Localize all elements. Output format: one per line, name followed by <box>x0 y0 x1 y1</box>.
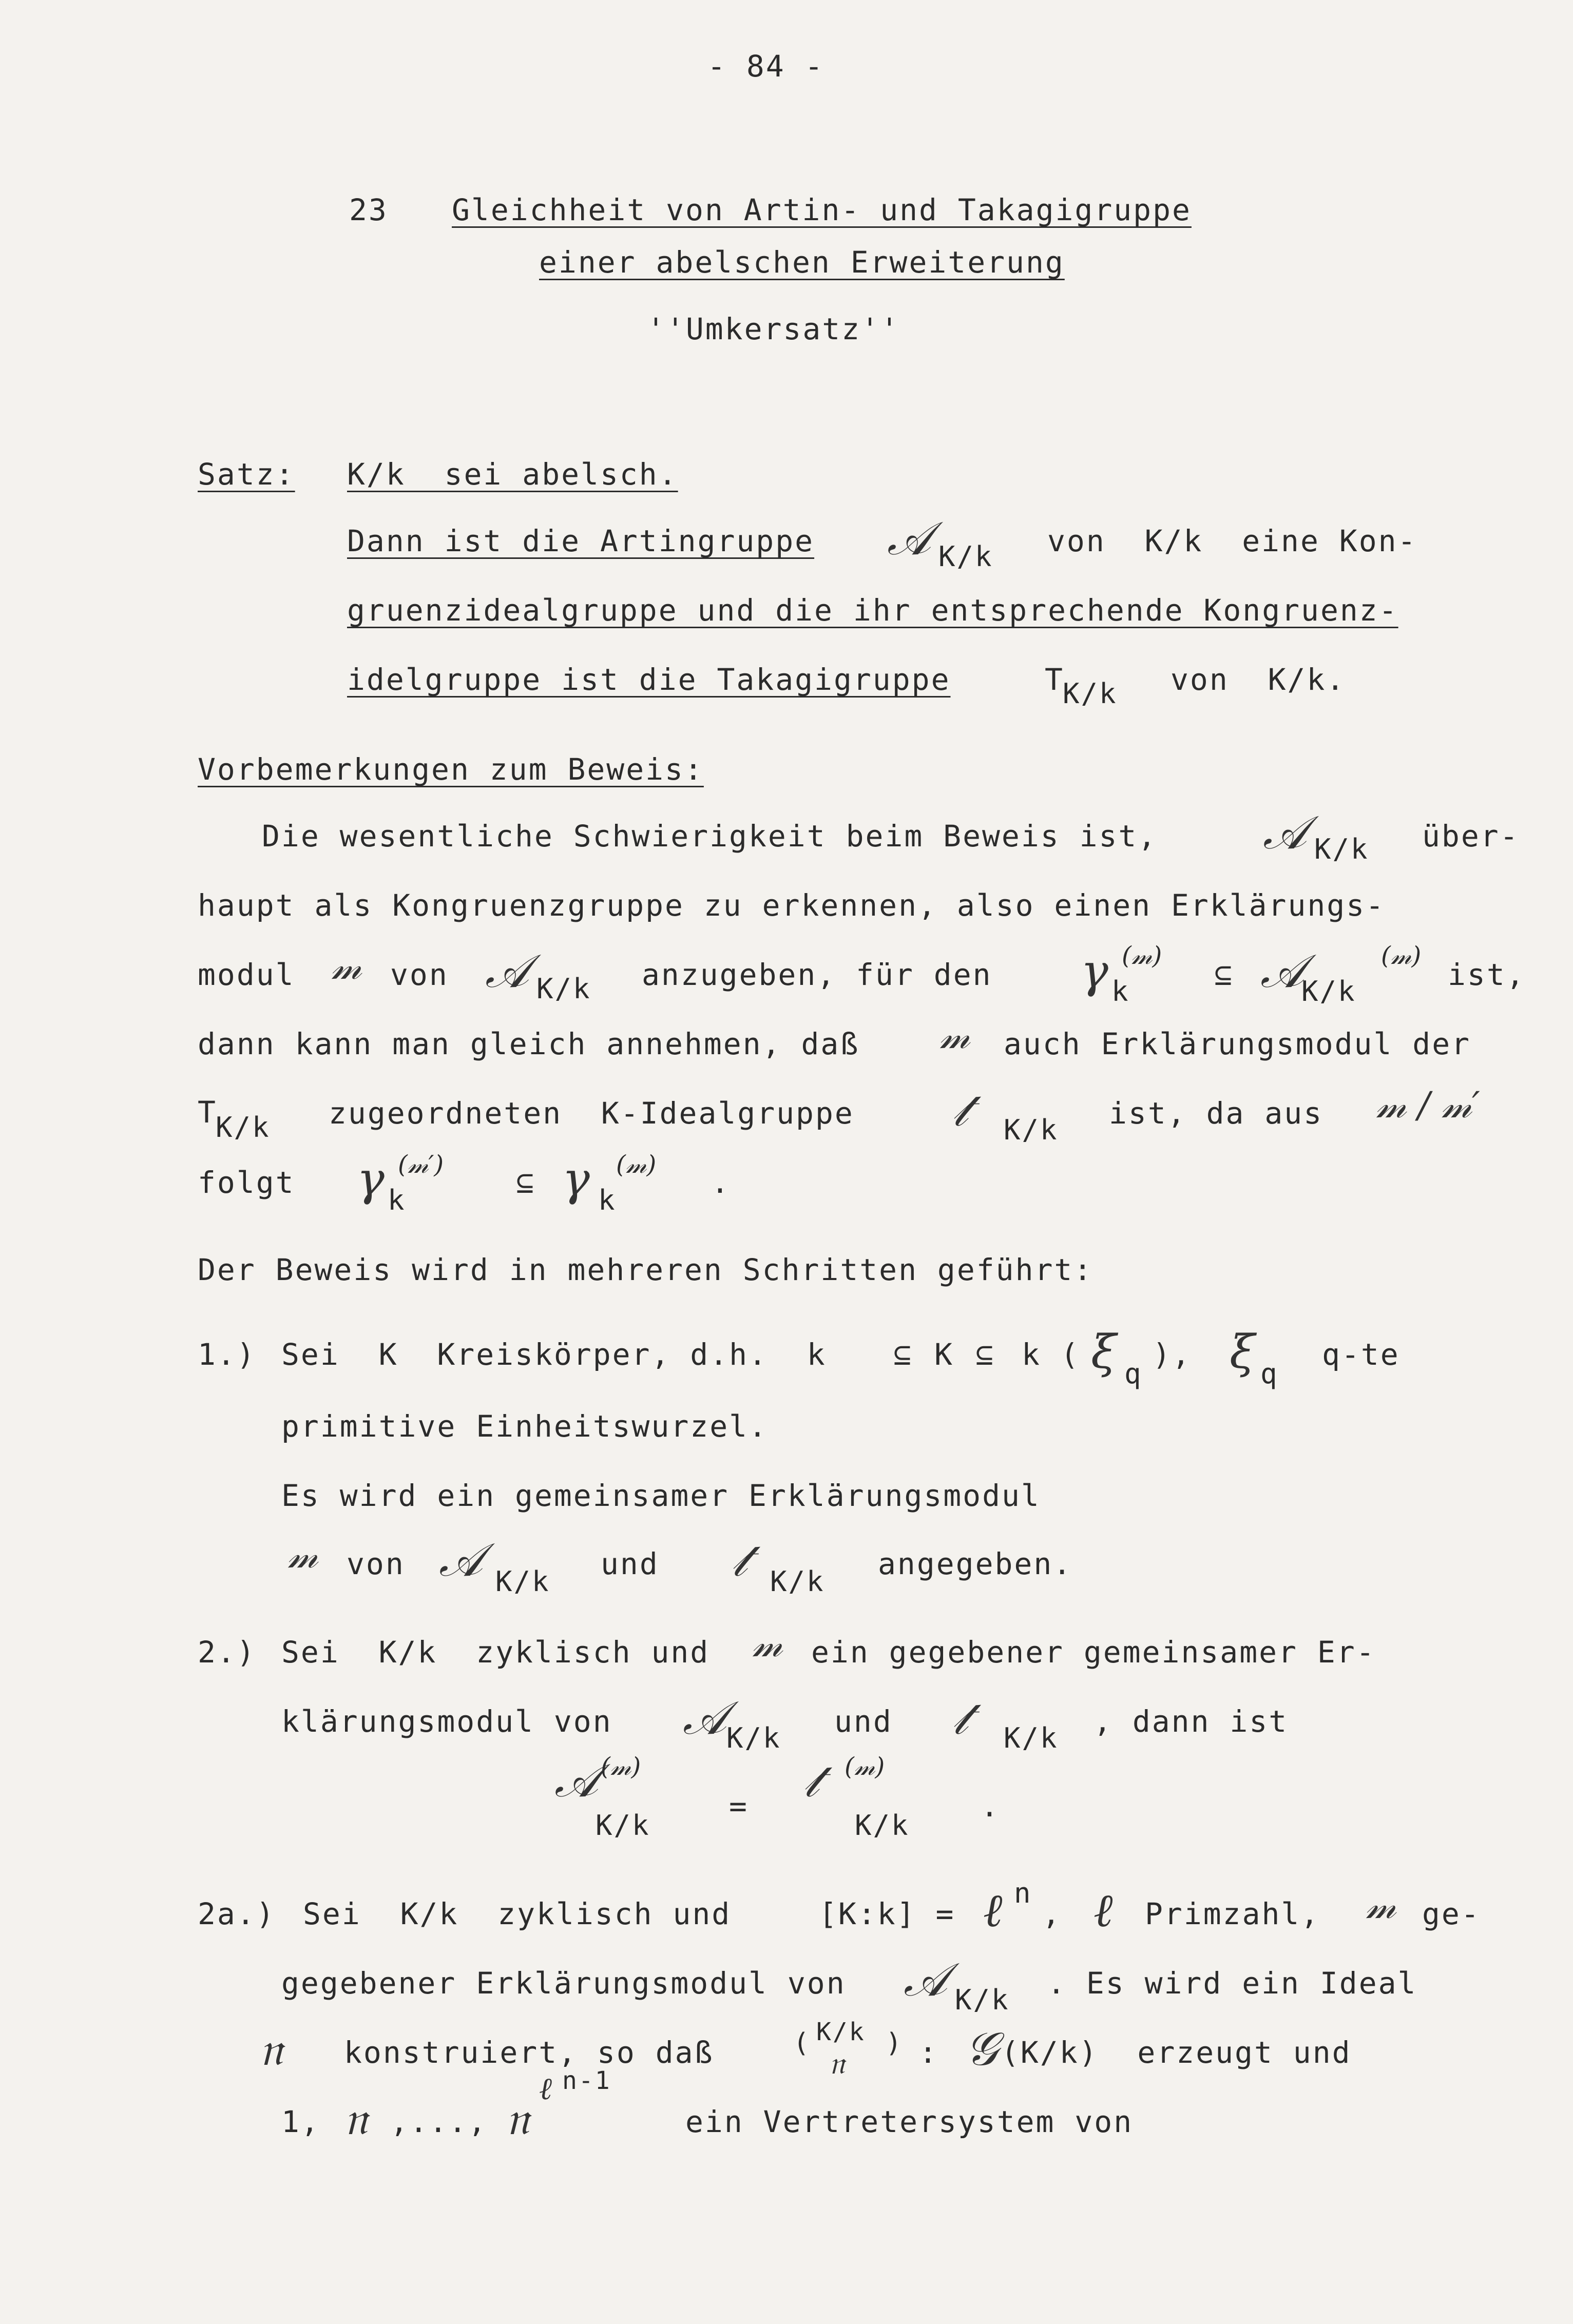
satz-line4a: idelgruppe ist die Takagigruppe <box>347 662 951 697</box>
modulus-symbol: 𝓂 <box>939 1015 970 1057</box>
subscript-K/k: K/k <box>495 1565 550 1598</box>
artin-group-symbol: 𝒜 <box>439 1533 483 1587</box>
step2-line1b: ein gegebener gemeinsamer Er- <box>811 1635 1376 1670</box>
step2a-line1c: , <box>1042 1896 1062 1931</box>
step2a-line1b: [K:k] = <box>819 1896 955 1931</box>
subset-symbol: ⊆ <box>975 1337 995 1372</box>
superscript-m: (𝓂) <box>601 1752 641 1781</box>
subscript-K/k: K/k <box>1314 833 1369 865</box>
step1-line4a: von <box>347 1546 405 1581</box>
period-mark: . <box>981 1789 1000 1824</box>
takagi-T: T <box>198 1095 217 1130</box>
subset-symbol: ⊆ <box>516 1165 535 1200</box>
modulus-symbol: 𝓂 <box>287 1534 318 1576</box>
vorb-line1a: Die wesentliche Schwierigkeit beim Beweis ist, <box>262 819 1158 854</box>
superscript-m: (𝓂) <box>616 1150 657 1179</box>
step2a-line4a: 1, <box>281 2104 320 2139</box>
subscript-q: q <box>1260 1358 1279 1390</box>
ray-group-symbol: 𝛾 <box>562 1152 590 1206</box>
artin-group-symbol: 𝒜 <box>683 1691 727 1745</box>
ray-group-symbol: 𝛾 <box>1081 944 1108 998</box>
ideal-n-symbol: 𝔫 <box>829 2045 845 2081</box>
modulus-symbol: 𝓂 <box>752 1623 783 1665</box>
root-of-unity-symbol: ξ <box>1230 1325 1255 1379</box>
step2-number: 2.) <box>198 1635 256 1670</box>
ideal-n-symbol: 𝔫 <box>506 2091 529 2145</box>
section-title-line1: Gleichheit von Artin- und Takagigruppe <box>452 192 1192 227</box>
satz-line2a: Dann ist die Artingruppe <box>347 524 815 558</box>
subscript-K/k: K/k <box>1301 975 1356 1008</box>
section-subtitle: ''Umkersatz'' <box>647 312 900 346</box>
ideal-group-symbol: 𝓉 <box>952 1083 968 1137</box>
superscript-n: n <box>1014 1877 1032 1909</box>
satz-line3: gruenzidealgruppe und die ihr entsprechende Kongruenz- <box>347 593 1398 628</box>
vorb-line3a: modul <box>198 957 295 992</box>
page-number: - 84 - <box>707 49 824 84</box>
superscript-n-1: n-1 <box>562 2066 611 2095</box>
galois-group-symbol: 𝒢 <box>965 2022 999 2076</box>
subscript-K/k: K/k <box>855 1809 910 1842</box>
step1-line1d: ), <box>1153 1337 1192 1372</box>
subscript-K/k: K/k <box>1004 1722 1059 1754</box>
satz-line4b: von K/k. <box>1171 662 1346 697</box>
subscript-K/k: K/k <box>1063 677 1118 710</box>
vorb-line4b: auch Erklärungsmodul der <box>1004 1027 1471 1061</box>
vorb-line1b: über- <box>1422 819 1520 854</box>
step2-line2b: und <box>834 1704 893 1739</box>
satz-line1: K/k sei abelsch. <box>347 457 678 492</box>
vorb-line3b: von <box>390 957 449 992</box>
step2a-line3c: (K/k) erzeugt und <box>1001 2035 1352 2070</box>
ideal-group-symbol: 𝓉 <box>803 1754 819 1808</box>
vorb-line4a: dann kann man gleich annehmen, daß <box>198 1027 860 1061</box>
artin-group-symbol: 𝒜 <box>904 1953 948 2007</box>
prime-l-symbol: ℓ <box>983 1884 1003 1938</box>
artin-group-symbol: 𝒜 <box>1263 806 1307 860</box>
artin-group-symbol: 𝒜 <box>554 1754 599 1808</box>
step1-line4b: und <box>601 1546 659 1581</box>
ideal-n-symbol: 𝔫 <box>259 2022 283 2076</box>
superscript-m: (𝓂) <box>1122 941 1162 970</box>
step2-line1a: Sei K/k zyklisch und <box>281 1635 710 1670</box>
subscript-K/k: K/k <box>596 1809 650 1842</box>
superscript-m: (𝓂) <box>845 1752 885 1781</box>
subscript-k: k <box>598 1184 617 1216</box>
vorbemerkungen-label: Vorbemerkungen zum Beweis: <box>198 752 704 787</box>
modulus-symbol: 𝓂 <box>331 945 362 987</box>
step1-line1c: k ( <box>1022 1337 1080 1372</box>
step1-number: 1.) <box>198 1337 256 1372</box>
step2-line2a: klärungsmodul von <box>281 1704 612 1739</box>
equals-sign: = <box>729 1789 749 1824</box>
subscript-K/k: K/k <box>216 1111 271 1144</box>
artin-symbol-numerator: K/k <box>816 2018 866 2046</box>
superscript-m-prime: (𝓂′) <box>398 1150 444 1179</box>
artin-group-symbol: 𝒜 <box>485 944 529 998</box>
subscript-K/k: K/k <box>955 1984 1010 2016</box>
step1-line4c: angegeben. <box>878 1546 1073 1581</box>
section-title-line2: einer abelschen Erweiterung <box>539 245 1065 280</box>
step2-line2c: , dann ist <box>1094 1704 1289 1739</box>
vorb-line6: folgt <box>198 1165 295 1200</box>
subscript-K/k: K/k <box>726 1722 781 1754</box>
step2a-line4c: ein Vertretersystem von <box>685 2104 1134 2139</box>
section-number: 23 <box>349 192 388 227</box>
vorb-line3c: anzugeben, für den <box>642 957 992 992</box>
step2a-line1d: Primzahl, <box>1145 1896 1320 1931</box>
vorb-line3d: ist, <box>1448 957 1526 992</box>
subscript-k: k <box>1111 975 1130 1008</box>
vorb-line5b: ist, da aus <box>1109 1096 1323 1131</box>
artin-symbol-bracket-right: ) <box>886 2028 904 2059</box>
superscript-m: (𝓂) <box>1381 941 1422 970</box>
subscript-q: q <box>1124 1358 1143 1390</box>
takagi-T: T <box>1045 662 1064 697</box>
step2a-line2b: . Es wird ein Ideal <box>1047 1966 1417 2001</box>
artin-group-symbol: 𝒜 <box>887 512 931 566</box>
step1-line2: primitive Einheitswurzel. <box>281 1409 768 1444</box>
steps-intro: Der Beweis wird in mehreren Schritten geführt: <box>198 1252 1094 1287</box>
step1-line1a: Sei K Kreiskörper, d.h. k <box>281 1337 827 1372</box>
subset-symbol: ⊆ <box>1214 957 1234 992</box>
step2a-line1a: Sei K/k zyklisch und <box>303 1896 732 1931</box>
subscript-K/k: K/k <box>1004 1114 1059 1146</box>
subscript-K/k: K/k <box>770 1565 825 1598</box>
artin-symbol-bracket-left: ( <box>793 2028 811 2059</box>
ideal-n-symbol: 𝔫 <box>344 2091 368 2145</box>
step2a-line4b: ,..., <box>390 2104 488 2139</box>
subset-symbol: ⊆ <box>893 1337 913 1372</box>
prime-l-symbol: ℓ <box>1094 1884 1113 1938</box>
vorb-line2: haupt als Kongruenzgruppe zu erkennen, also einen Erklärungs- <box>198 888 1386 923</box>
ray-group-symbol: 𝛾 <box>357 1152 385 1206</box>
period-mark: . <box>711 1165 731 1200</box>
step1-line1e: q-te <box>1322 1337 1400 1372</box>
ideal-group-symbol: 𝓉 <box>952 1691 968 1745</box>
subscript-K/k: K/k <box>536 973 591 1005</box>
ideal-group-symbol: 𝓉 <box>732 1533 747 1587</box>
step2a-number: 2a.) <box>198 1896 276 1931</box>
step2a-line1e: ge- <box>1422 1896 1481 1931</box>
satz-label: Satz: <box>198 457 295 492</box>
step2a-line2a: gegebener Erklärungsmodul von <box>281 1966 846 2001</box>
subscript-K/k: K/k <box>938 540 993 573</box>
step2a-line3b: : <box>919 2035 938 2070</box>
step2a-line3a: konstruiert, so daß <box>344 2035 714 2070</box>
divides-relation-symbol: 𝓂 / 𝓂′ <box>1376 1084 1480 1126</box>
vorb-line5a: zugeordneten K-Idealgruppe <box>329 1096 854 1131</box>
artin-group-symbol: 𝒜 <box>1260 944 1305 998</box>
subscript-k: k <box>388 1184 406 1216</box>
prime-l-symbol: ℓ <box>539 2071 552 2107</box>
step1-line1b: K <box>934 1337 954 1372</box>
root-of-unity-symbol: ξ <box>1091 1325 1117 1379</box>
modulus-symbol: 𝓂 <box>1366 1885 1396 1927</box>
step1-line3: Es wird ein gemeinsamer Erklärungsmodul <box>281 1478 1041 1513</box>
satz-line2b: von K/k eine Kon- <box>1047 524 1417 558</box>
